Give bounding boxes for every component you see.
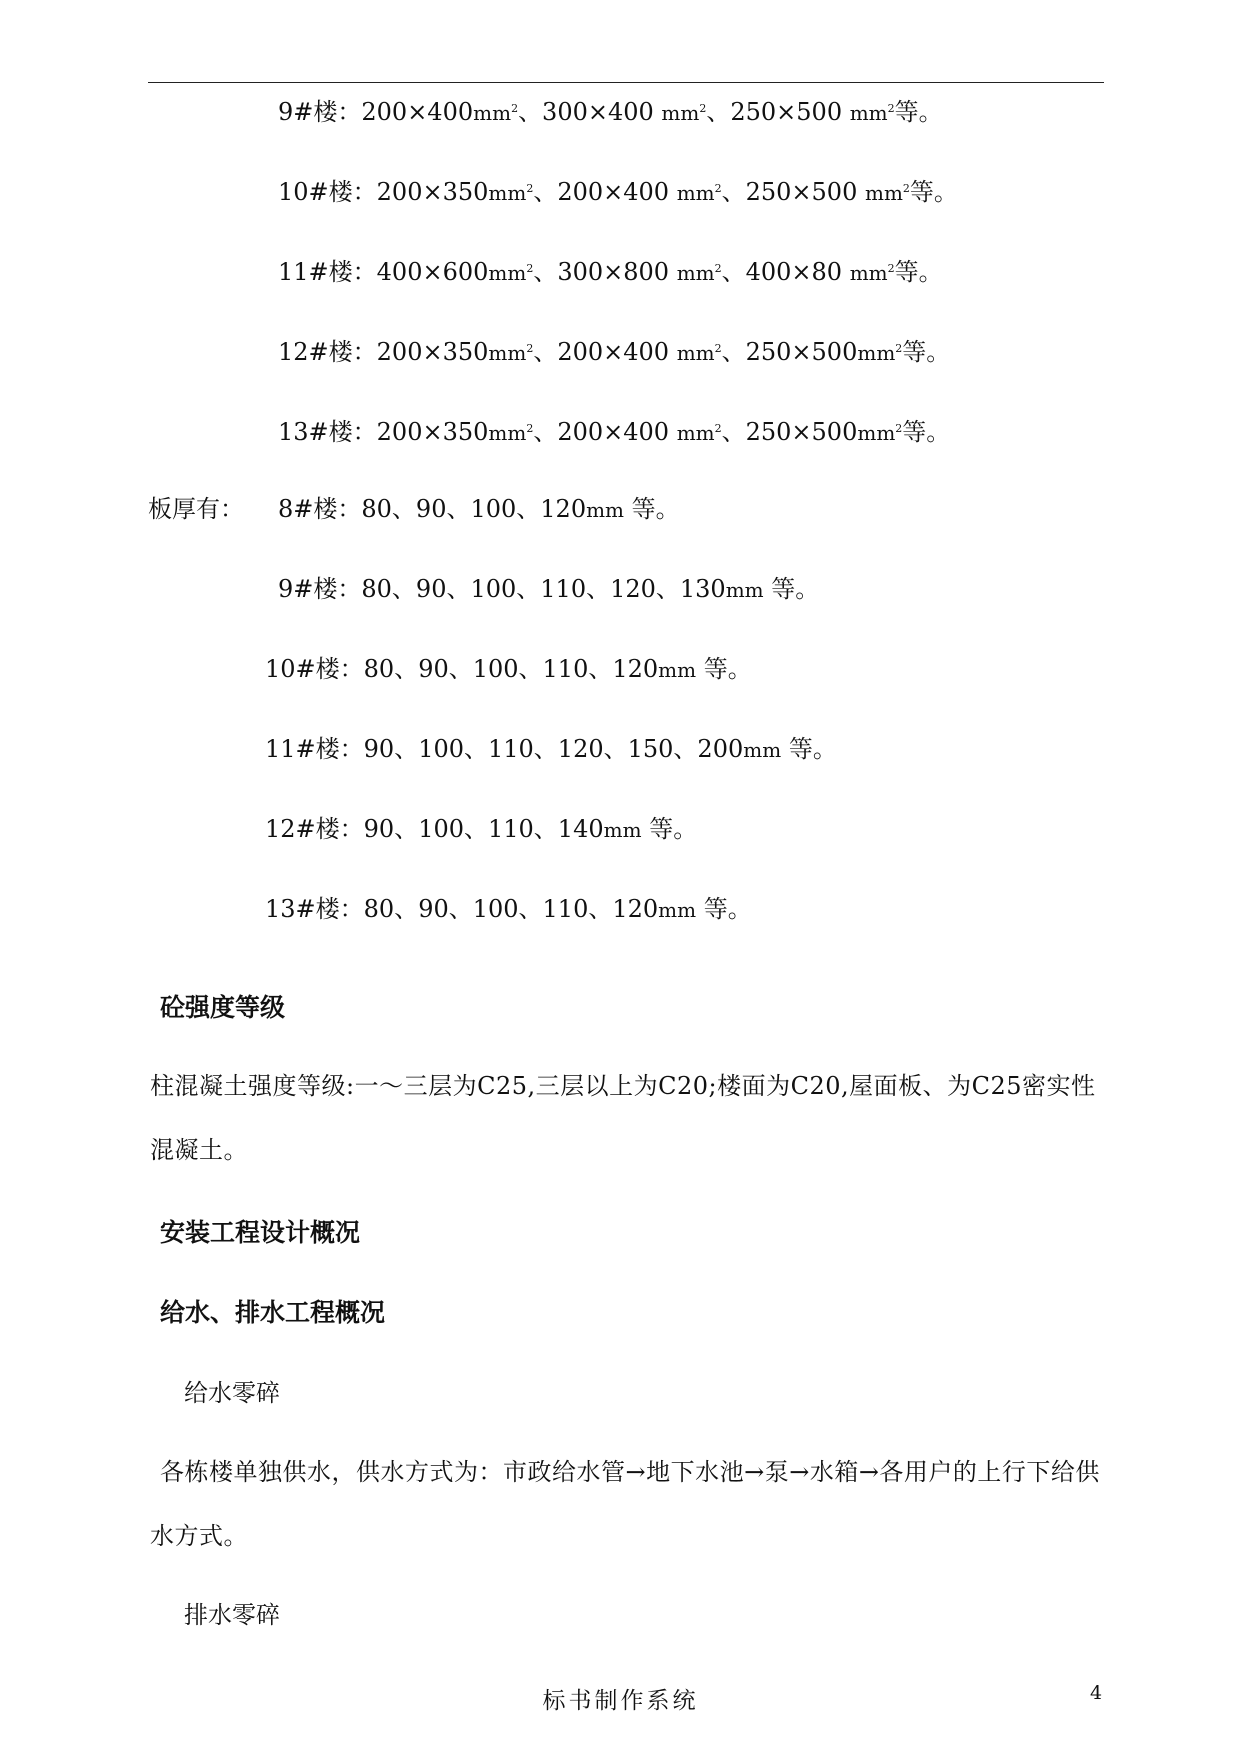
water-supply-heading: 给水零碎: [184, 1379, 280, 1407]
beam-row-10: 10#楼：$200\times 350mm^2$、200×400 $mm^2$、250×500 $mm^2$等。: [278, 178, 958, 206]
footer-text: 标书制作系统: [542, 1688, 699, 1714]
slab-row-11: 11#楼：90、100、110、120、150、200mm 等。: [265, 735, 837, 763]
slab-row-8: 8#楼：80、90、100、120mm 等。: [278, 495, 680, 523]
drainage-heading: 排水零碎: [184, 1601, 280, 1629]
beam-row-12: 12#楼：$200\times 350mm^2$、200×400 $mm^2$、$250\times 500mm^2$等。: [278, 338, 951, 366]
slab-label: 板厚有：: [148, 495, 244, 523]
concrete-heading: 砼强度等级: [160, 993, 286, 1022]
water-supply-text: 各栋楼单独供水，供水方式为：市政给水管→地下水池→泵→水箱→各用户的上行下给供水方式。: [150, 1458, 1100, 1550]
plumbing-heading: 给水、排水工程概况: [160, 1298, 386, 1327]
concrete-text: 柱混凝土强度等级:一～三层为C25,三层以上为C20;楼面为C20,屋面板、为C25密实性混凝土。: [150, 1072, 1096, 1164]
slab-row-13: 13#楼：80、90、100、110、120mm 等。: [265, 895, 752, 923]
header-rule: [148, 82, 1104, 83]
beam-row-11: 11#楼：$400\times 600mm^2$、300×800 $mm^2$、400×80 $mm^2$等。: [278, 258, 943, 286]
slab-row-12: 12#楼：90、100、110、140mm 等。: [265, 815, 698, 843]
install-heading: 安装工程设计概况: [160, 1218, 361, 1247]
beam-row-13: 13#楼：$200\times 350mm^2$、200×400 $mm^2$、$250\times 500mm^2$等。: [278, 418, 951, 446]
slab-row-9: 9#楼：80、90、100、110、120、130mm 等。: [278, 575, 820, 603]
page-number: 4: [1090, 1682, 1103, 1704]
slab-row-10: 10#楼：80、90、100、110、120mm 等。: [265, 655, 752, 683]
beam-row-9: 9#楼：$200\times 400mm^2$、300×400 $mm^2$、250×500 $mm^2$等。: [278, 98, 943, 126]
